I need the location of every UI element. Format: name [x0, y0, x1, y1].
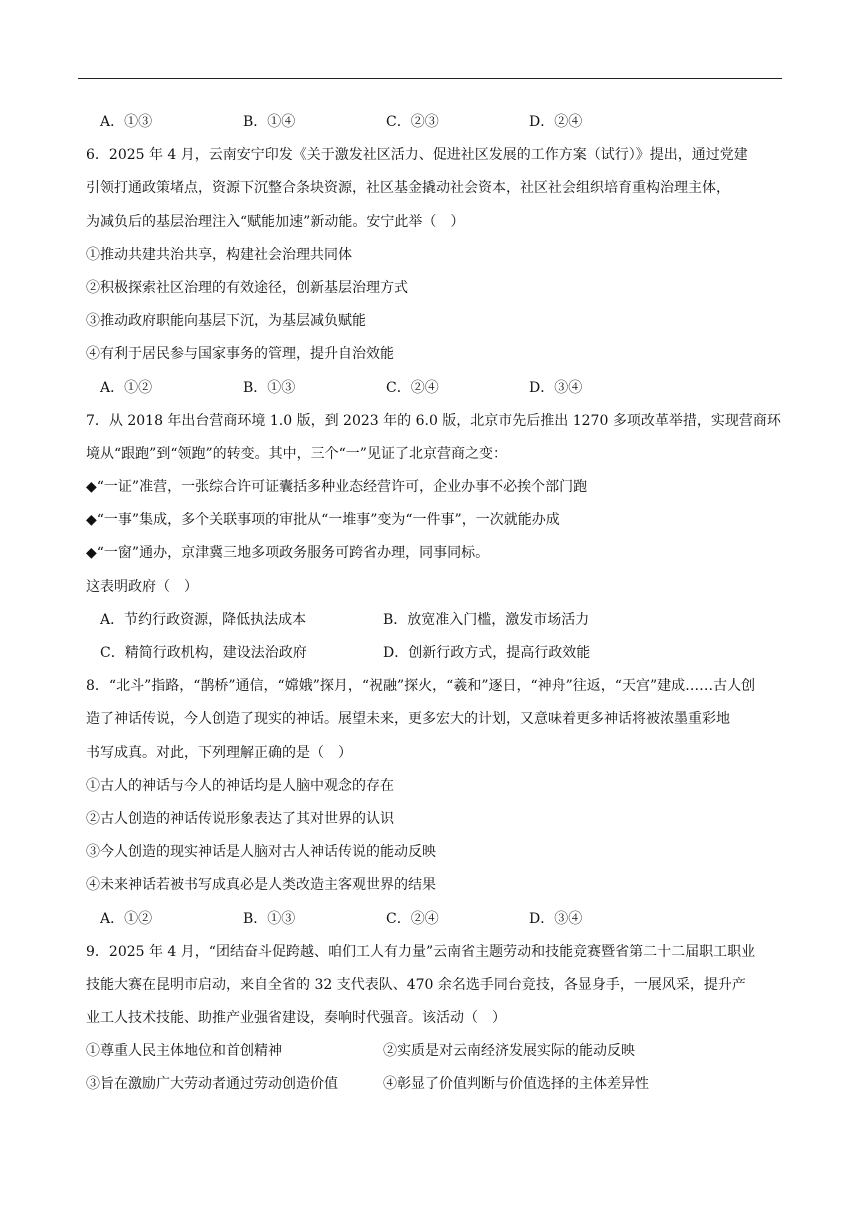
- q7-options-row-1: [86, 604, 786, 637]
- q5-option-a[interactable]: A．①③: [100, 114, 153, 130]
- q7-stem-line-1: 7．从 2018 年出台营商环境 1.0 版，到 2023 年的 6.0 版，北京市先后推出 1270 多项改革举措，实现营商环: [86, 412, 781, 429]
- q9-statement-4: ④彰显了价值判断与价值选择的主体差异性: [383, 1076, 649, 1093]
- q6-stem-line-2: 引领打通政策堵点，资源下沉整合条块资源，社区基金撬动社会资本，社区社会组织培育重构治理主体，: [86, 180, 730, 197]
- q8-statement-2: ②古人创造的神话传说形象表达了其对世界的认识: [86, 810, 394, 827]
- q8-option-a[interactable]: A．①②: [100, 910, 153, 927]
- q5-option-b[interactable]: B．①④: [243, 114, 296, 130]
- header-rule: [78, 78, 782, 79]
- q8-statement-4: ④未来神话若被书写成真必是人类改造主客观世界的结果: [86, 877, 436, 894]
- q5-options: [86, 106, 786, 139]
- q6-stem-line-1: 6．2025 年 4 月，云南安宁印发《关于激发社区活力、促进社区发展的工作方案（试行）》提出，通过党建: [86, 147, 748, 164]
- q8-stem-line-2: 造了神话传说，今人创造了现实的神话。展望未来，更多宏大的计划，又意味着更多神话将被浓墨重彩地: [86, 711, 730, 728]
- q7-bullet-1: ◆“一证”准营，一张综合许可证囊括多种业态经营许可，企业办事不必挨个部门跑: [86, 479, 588, 496]
- q8-option-c[interactable]: C．②④: [386, 910, 439, 927]
- q7-stem-end: 这表明政府（ ）: [86, 578, 198, 595]
- q7-stem-line-2: 境从“跟跑”到“领跑”的转变。其中，三个“一”见证了北京营商之变：: [86, 445, 507, 462]
- q9-statement-3: ③旨在激励广大劳动者通过劳动创造价值: [86, 1076, 338, 1093]
- q9-statement-1: ①尊重人民主体地位和首创精神: [86, 1043, 282, 1060]
- q9-statements-row-2: [86, 1068, 786, 1101]
- q6-options: [86, 372, 786, 405]
- q9-statement-2: ②实质是对云南经济发展实际的能动反映: [383, 1043, 635, 1060]
- q7-bullet-2: ◆“一事”集成，多个关联事项的审批从“一堆事”变为“一件事”，一次就能办成: [86, 512, 560, 529]
- q9-statements-row-1: [86, 1035, 786, 1068]
- q7-option-c[interactable]: C．精简行政机构，建设法治政府: [100, 645, 307, 661]
- q8-statement-1: ①古人的神话与今人的神话均是人脑中观念的存在: [86, 777, 394, 794]
- q6-option-d[interactable]: D．③④: [529, 379, 583, 396]
- q8-option-b[interactable]: B．①③: [243, 910, 296, 927]
- q7-bullet-3: ◆“一窗”通办，京津冀三地多项政务服务可跨省办理，同事同标。: [86, 545, 490, 562]
- q7-options-row-2: [86, 637, 786, 670]
- q9-stem-line-1: 9．2025 年 4 月，“团结奋斗促跨越、咱们工人有力量”云南省主题劳动和技能竞赛暨省第二十二届职工职业: [86, 943, 756, 960]
- question-page: [86, 106, 786, 1102]
- q8-statement-3: ③今人创造的现实神话是人脑对古人神话传说的能动反映: [86, 844, 436, 861]
- q6-statement-1: ①推动共建共治共享，构建社会治理共同体: [86, 246, 352, 263]
- q6-statement-3: ③推动政府职能向基层下沉，为基层减负赋能: [86, 313, 366, 330]
- q9-stem-line-3: 业工人技术技能、助推产业强省建设，奏响时代强音。该活动（ ）: [86, 1010, 506, 1027]
- q6-statement-4: ④有利于居民参与国家事务的管理，提升自治效能: [86, 346, 394, 363]
- q7-option-b[interactable]: B．放宽准入门槛，激发市场活力: [383, 611, 590, 628]
- q6-statement-2: ②积极探索社区治理的有效途径，创新基层治理方式: [86, 279, 408, 296]
- q5-option-d[interactable]: D．②④: [529, 114, 583, 130]
- q7-option-a[interactable]: A．节约行政资源，降低执法成本: [100, 611, 307, 628]
- q6-stem-line-3: 为减负后的基层治理注入“赋能加速”新动能。安宁此举（ ）: [86, 213, 465, 230]
- q8-option-d[interactable]: D．③④: [529, 910, 583, 927]
- q8-options: [86, 903, 786, 936]
- q9-stem-line-2: 技能大赛在昆明市启动，来自全省的 32 支代表队、470 余名选手同台竞技，各显身手，一展风采，提升产: [86, 976, 746, 993]
- q6-option-b[interactable]: B．①③: [243, 379, 296, 396]
- q8-stem-line-3: 书写成真。对此，下列理解正确的是（ ）: [86, 744, 352, 761]
- q8-stem-line-1: 8．“北斗”指路，“鹊桥”通信，“嫦娥”探月，“祝融”探火，“羲和”逐日，“神舟”往返，“天宫”建成……古人创: [86, 678, 756, 695]
- q5-option-c[interactable]: C．②③: [386, 114, 439, 130]
- q6-option-c[interactable]: C．②④: [386, 379, 439, 396]
- q7-option-d[interactable]: D．创新行政方式，提高行政效能: [383, 645, 591, 661]
- q6-option-a[interactable]: A．①②: [100, 379, 153, 396]
